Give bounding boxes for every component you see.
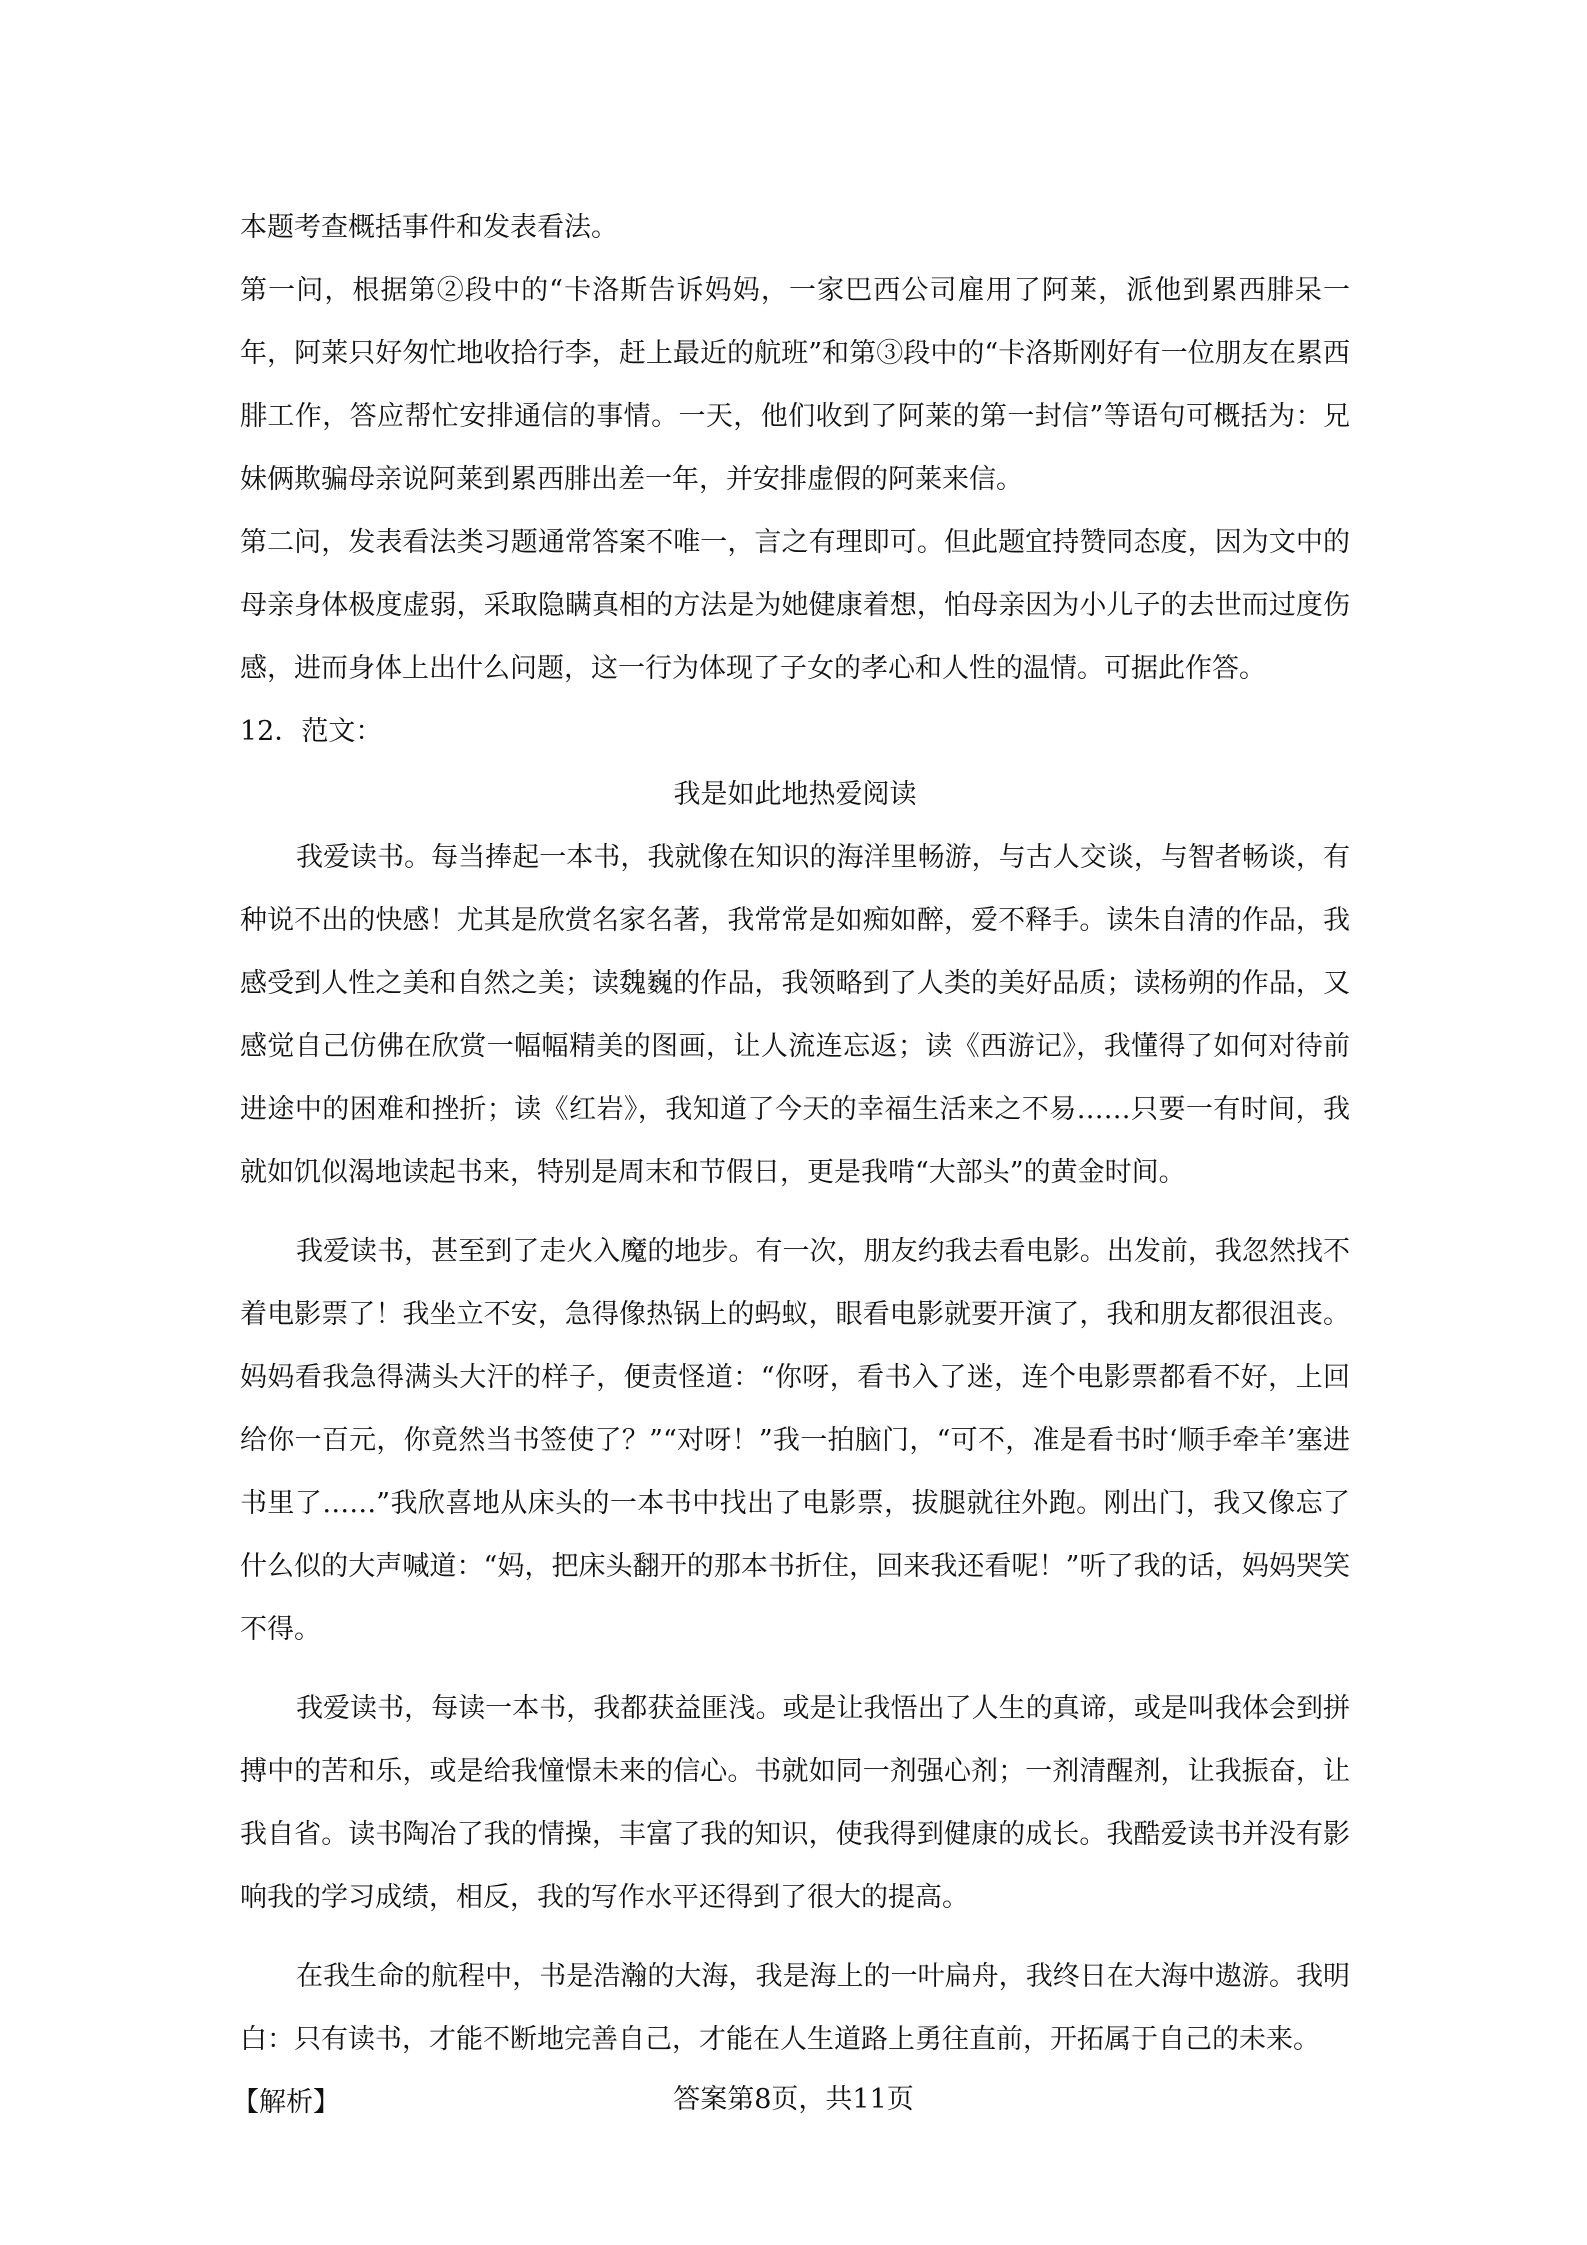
page-footer: 答案第8页，共11页 bbox=[673, 2084, 914, 2115]
essay-title: 我是如此地热爱阅读 bbox=[673, 779, 917, 810]
essay-paragraph: 我爱读书，每读一本书，我都获益匪浅。或是让我悟出了人生的真谛，或是叫我体会到拼搏中的苦和乐，或是给我憧憬未来的信心。书就如同一剂强心剂；一剂清醒剂，让我振奋，让我自省。读书陶冶了我的情操，丰富了我的知识，使我得到健康的成长。我酷爱读书并没有影响我的学习成绩，相反，我的写作水平还得到了很大的提高。 bbox=[240, 1693, 1350, 1913]
question-2-answer: 第二问，发表看法类习题通常答案不唯一，言之有理即可。但此题宜持赞同态度，因为文中的母亲身体极度虚弱，采取隐瞒真相的方法是为她健康着想，怕母亲因为小儿子的去世而过度伤感，进而身体上出什么问题，这一行为体现了子女的孝心和人性的温情。可据此作答。 bbox=[240, 527, 1350, 684]
question-1-answer: 第一问，根据第②段中的“卡洛斯告诉妈妈，一家巴西公司雇用了阿莱，派他到累西腓呆一年，阿莱只好匆忙地收拾行李，赶上最近的航班”和第③段中的“卡洛斯刚好有一位朋友在累西腓工作，答应帮忙安排通信的事情。一天，他们收到了阿莱的第一封信”等语句可概括为：兄妹俩欺骗母亲说阿莱到累西腓出差一年，并安排虚假的阿莱来信。 bbox=[240, 275, 1350, 495]
analysis-intro: 本题考查概括事件和发表看法。 bbox=[240, 212, 618, 243]
analysis-label: 【解析】 bbox=[232, 2087, 340, 2118]
essay-paragraph: 我爱读书。每当捧起一本书，我就像在知识的海洋里畅游，与古人交谈，与智者畅谈，有种说不出的快感！尤其是欣赏名家名著，我常常是如痴如醉，爱不释手。读朱自清的作品，我感受到人性之美和自然之美；读魏巍的作品，我领略到了人类的美好品质；读杨朔的作品，又感觉自己仿佛在欣赏一幅幅精美的图画，让人流连忘返；读《西游记》，我懂得了如何对待前进途中的困难和挫折；读《红岩》，我知道了今天的幸福生活来之不易……只要一有时间，我就如饥似渴地读起书来，特别是周末和节假日，更是我啃“大部头”的黄金时间。 bbox=[240, 842, 1350, 1188]
essay-paragraph: 我爱读书，甚至到了走火入魔的地步。有一次，朋友约我去看电影。出发前，我忽然找不着电影票了！我坐立不安，急得像热锅上的蚂蚁，眼看电影就要开演了，我和朋友都很沮丧。妈妈看我急得满头大汗的样子，便责怪道：“你呀，看书入了迷，连个电影票都看不好，上回给你一百元，你竟然当书签使了？”“对呀！”我一拍脑门，“可不，准是看书时‘顺手牵羊’塞进书里了……”我欣喜地从床头的一本书中找出了电影票，拔腿就往外跑。刚出门，我又像忘了什么似的大声喊道：“妈，把床头翻开的那本书折住，回来我还看呢！”听了我的话，妈妈哭笑不得。 bbox=[240, 1236, 1350, 1645]
essay-paragraph: 在我生命的航程中，书是浩瀚的大海，我是海上的一叶扁舟，我终日在大海中遨游。我明白：只有读书，才能不断地完善自己，才能在人生道路上勇往直前，开拓属于自己的未来。 bbox=[240, 1961, 1350, 2055]
question-12-label: 12．范文： bbox=[240, 716, 383, 747]
document-page bbox=[232, 196, 1350, 2134]
